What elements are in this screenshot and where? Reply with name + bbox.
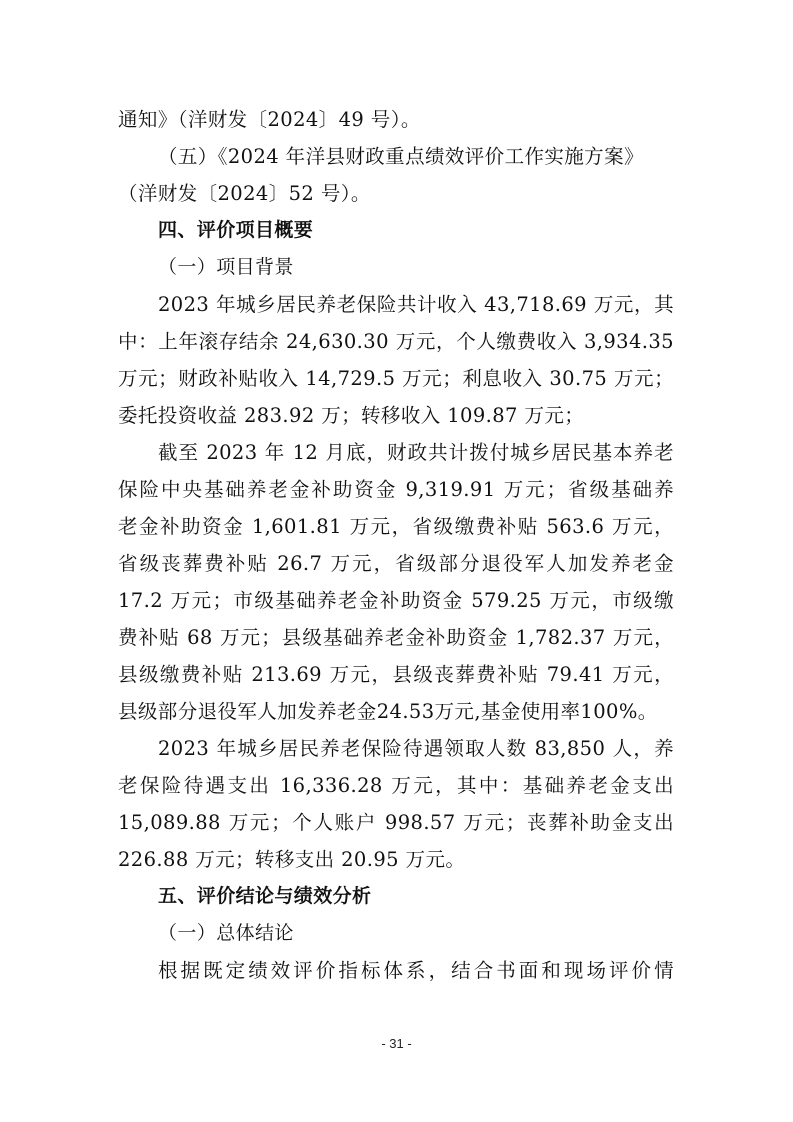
text-line: 委托投资收益 283.92 万；转移收入 109.87 万元； xyxy=(118,404,585,427)
text-line: 17.2 万元；市级基础养老金补助资金 579.25 万元，市级缴 xyxy=(118,589,674,612)
text-line: 2023 年城乡居民养老保险待遇领取人数 83,850 人，养 xyxy=(158,737,674,760)
section-heading: 四、评价项目概要 xyxy=(158,219,314,241)
subsection-heading: （一）项目背景 xyxy=(158,256,294,278)
text-line: 15,089.88 万元；个人账户 998.57 万元；丧葬补助金支出 xyxy=(118,811,674,834)
subsection-heading: （一）总体结论 xyxy=(158,922,294,944)
section-heading: 五、评价结论与绩效分析 xyxy=(158,885,372,907)
text-line: 中：上年滚存结余 24,630.30 万元，个人缴费收入 3,934.35 xyxy=(118,330,674,353)
page-number: - 31 - xyxy=(381,1036,412,1051)
text-line: 费补贴 68 万元；县级基础养老金补助资金 1,782.37 万元， xyxy=(118,626,674,649)
text-line: 截至 2023 年 12 月底，财政共计拨付城乡居民基本养老 xyxy=(158,441,674,464)
text-line: 通知》（洋财发〔2024〕49 号）。 xyxy=(118,108,421,131)
text-line: 老保险待遇支出 16,336.28 万元，其中：基础养老金支出 xyxy=(118,774,674,797)
document-body xyxy=(118,101,674,989)
text-line: 根据既定绩效评价指标体系，结合书面和现场评价情 xyxy=(158,959,674,982)
text-line: （洋财发〔2024〕52 号）。 xyxy=(118,182,371,205)
text-line: 保险中央基础养老金补助资金 9,319.91 万元；省级基础养 xyxy=(118,478,674,501)
text-line: （五）《2024 年洋县财政重点绩效评价工作实施方案》 xyxy=(158,145,644,168)
text-line: 226.88 万元；转移支出 20.95 万元。 xyxy=(118,848,466,871)
text-line: 万元；财政补贴收入 14,729.5 万元；利息收入 30.75 万元； xyxy=(118,367,674,390)
text-line: 老金补助资金 1,601.81 万元，省级缴费补贴 563.6 万元， xyxy=(118,515,674,538)
text-line: 县级部分退役军人加发养老金24.53万元,基金使用率100%。 xyxy=(118,700,658,723)
text-line: 县级缴费补贴 213.69 万元，县级丧葬费补贴 79.41 万元， xyxy=(118,663,674,686)
text-line: 省级丧葬费补贴 26.7 万元，省级部分退役军人加发养老金 xyxy=(118,552,674,575)
text-line: 2023 年城乡居民养老保险共计收入 43,718.69 万元，其 xyxy=(158,293,674,316)
